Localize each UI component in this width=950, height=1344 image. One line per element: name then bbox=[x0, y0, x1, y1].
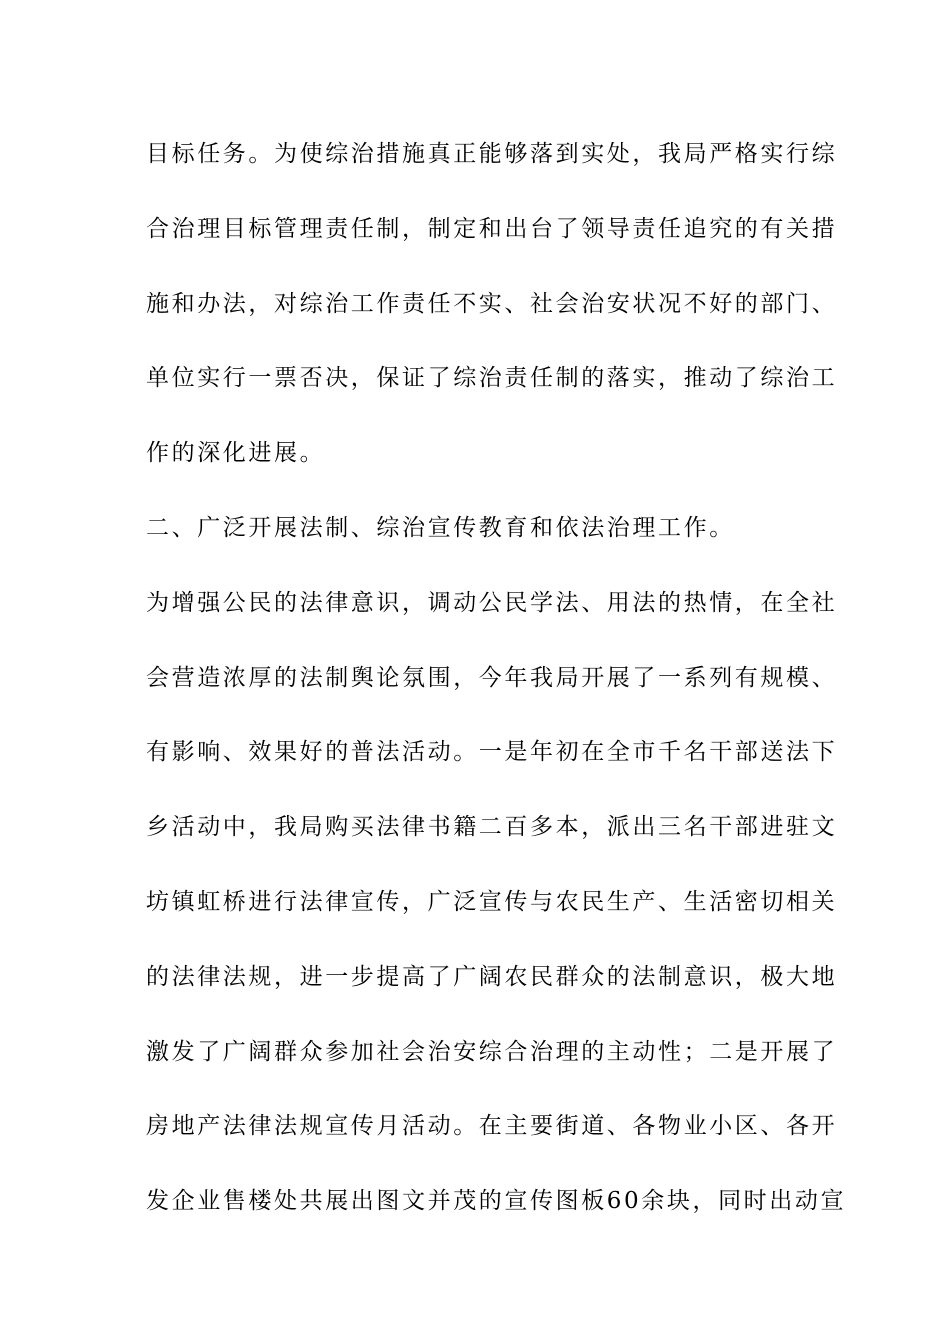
body-line: 的法律法规，进一步提高了广阔农民群众的法制意识，极大地 bbox=[146, 963, 838, 990]
body-line: 房地产法律法规宣传月活动。在主要街道、各物业小区、各开 bbox=[146, 1113, 838, 1140]
body-line: 作的深化进展。 bbox=[146, 440, 326, 467]
body-line: 乡活动中，我局购买法律书籍二百多本，派出三名干部进驻文 bbox=[146, 814, 838, 841]
body-line: 发企业售楼处共展出图文并茂的宣传图板60余块，同时出动宣 bbox=[146, 1188, 847, 1215]
body-line: 单位实行一票否决，保证了综治责任制的落实，推动了综治工 bbox=[146, 365, 838, 392]
body-line: 目标任务。为使综治措施真正能够落到实处，我局严格实行综 bbox=[146, 141, 838, 167]
body-line: 会营造浓厚的法制舆论氛围，今年我局开展了一系列有规模、 bbox=[146, 664, 838, 691]
document-body bbox=[146, 128, 847, 1250]
body-line: 合治理目标管理责任制，制定和出台了领导责任追究的有关措 bbox=[146, 215, 838, 242]
body-line: 坊镇虹桥进行法律宣传，广泛宣传与农民生产、生活密切相关 bbox=[146, 888, 838, 915]
body-line: 有影响、效果好的普法活动。一是年初在全市千名干部送法下 bbox=[146, 739, 838, 766]
section-heading: 二、广泛开展法制、综治宣传教育和依法治理工作。 bbox=[146, 514, 735, 541]
body-line: 为增强公民的法律意识，调动公民学法、用法的热情，在全社 bbox=[146, 589, 838, 616]
body-line: 激发了广阔群众参加社会治安综合治理的主动性；二是开展了 bbox=[146, 1038, 838, 1065]
body-line: 施和办法，对综治工作责任不实、社会治安状况不好的部门、 bbox=[146, 290, 838, 317]
